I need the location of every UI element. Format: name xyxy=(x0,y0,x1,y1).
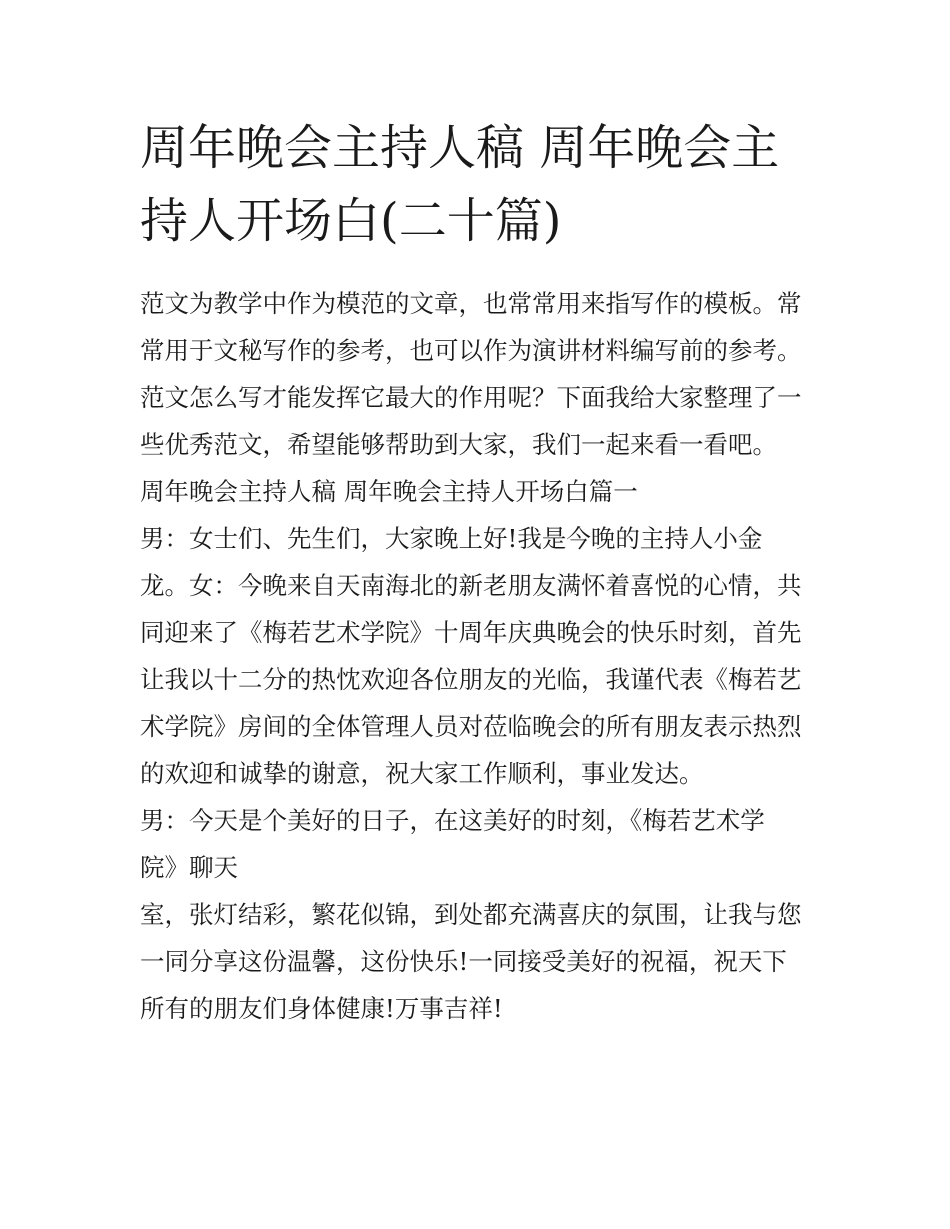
section-heading: 周年晚会主持人稿 周年晚会主持人开场白篇一 xyxy=(140,477,638,506)
body-line: 男：今天是个美好的日子，在这美好的时刻，《梅若艺术学 xyxy=(140,806,765,835)
body-line: 些优秀范文，希望能够帮助到大家，我们一起来看一看吧。 xyxy=(140,430,777,459)
body-line: 让我以十二分的热忱欢迎各位朋友的光临，我谨代表《梅若艺 xyxy=(140,665,802,694)
body-line: 所有的朋友们身体健康!万事吉祥! xyxy=(140,994,503,1023)
body-line: 的欢迎和诚挚的谢意，祝大家工作顺利，事业发达。 xyxy=(140,759,704,788)
body-line: 范文怎么写才能发挥它最大的作用呢？下面我给大家整理了一 xyxy=(140,383,802,412)
body-line: 室，张灯结彩，繁花似锦，到处都充满喜庆的氛围，让我与您 xyxy=(140,900,802,929)
title-line-1: 周年晚会主持人稿 周年晚会主 xyxy=(140,120,780,176)
document-body xyxy=(140,280,820,1032)
body-line: 龙。女：今晚来自天南海北的新老朋友满怀着喜悦的心情，共 xyxy=(140,571,802,600)
body-line: 范文为教学中作为模范的文章，也常常用来指写作的模板。常 xyxy=(140,289,802,318)
body-line: 术学院》房间的全体管理人员对莅临晚会的所有朋友表示热烈 xyxy=(140,712,802,741)
body-line: 一同分享这份温馨，这份快乐!一同接受美好的祝福，祝天下 xyxy=(140,947,787,976)
body-line: 常用于文秘写作的参考，也可以作为演讲材料编写前的参考。 xyxy=(140,336,802,365)
body-line: 院》聊天 xyxy=(140,853,238,882)
body-line: 同迎来了《梅若艺术学院》十周年庆典晚会的快乐时刻，首先 xyxy=(140,618,802,647)
body-line: 男：女士们、先生们，大家晚上好!我是今晚的主持人小金 xyxy=(140,524,763,553)
title-line-2: 持人开场白(二十篇) xyxy=(140,193,562,249)
document-title xyxy=(140,112,820,258)
